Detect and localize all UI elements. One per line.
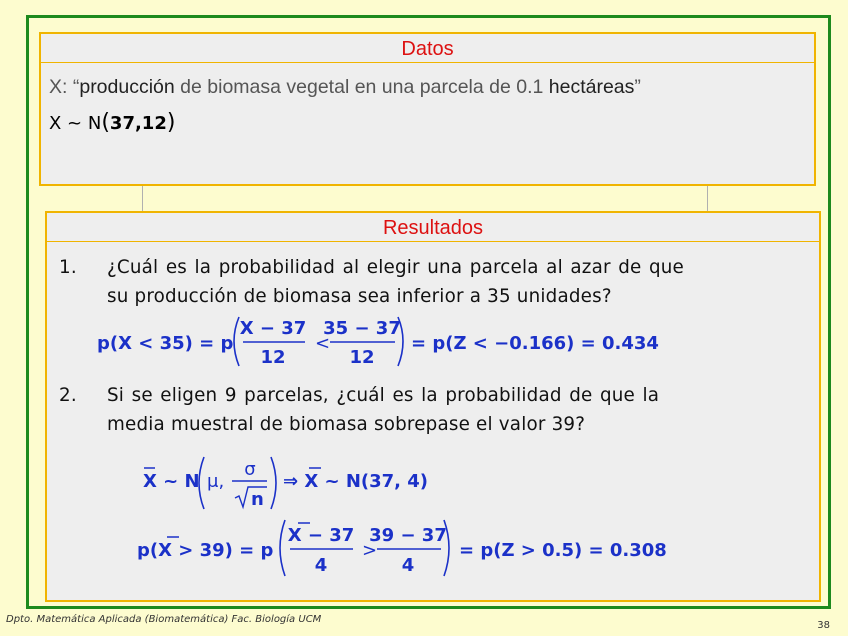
formula-2-lhs: X ~ N	[143, 471, 200, 492]
datos-mid-text: de biomasa vegetal en una parcela de 0.1	[174, 76, 549, 98]
formula-1-lhs: p(X < 35) = p	[97, 333, 234, 354]
question-1-number: 1.	[59, 257, 77, 278]
datos-box	[39, 32, 816, 186]
formula-3-num-2: 39 − 37	[369, 525, 447, 546]
datos-title: Datos	[41, 34, 814, 63]
formula-1-relation: <	[315, 333, 331, 354]
formula-1-num-2: 35 − 37	[323, 318, 401, 339]
resultados-title: Resultados	[47, 213, 819, 242]
question-1-line-2: su producción de biomasa sea inferior a 35 unidades?	[107, 286, 612, 307]
resultados-box	[45, 211, 821, 602]
question-2-line-2: media muestral de biomasa sobrepase el valor 39?	[107, 414, 586, 435]
datos-variable-definition	[49, 76, 641, 99]
formula-1-den-2: 12	[349, 347, 375, 368]
question-1-line-1: ¿Cuál es la probabilidad al elegir una parcela al azar de que	[107, 257, 684, 278]
footer-department: Dpto. Matemática Aplicada (Biomatemática) Fac. Biología UCM	[6, 614, 322, 625]
datos-dist-params: 37,12	[109, 113, 167, 134]
datos-paren-close: )	[166, 110, 176, 135]
connector-left	[142, 186, 143, 212]
formula-2-mu: μ,	[207, 471, 225, 492]
datos-x-label: X: “	[49, 76, 80, 98]
datos-word-hectareas: hectáreas	[548, 76, 635, 98]
formula-2-paren-open	[199, 457, 204, 509]
formula-2-paren-close	[271, 457, 276, 509]
formula-3-num-1: X − 37	[287, 525, 355, 546]
formula-2-sigma: σ	[244, 459, 256, 480]
formula-3-relation: >	[362, 540, 378, 561]
datos-word-produccion: producción	[79, 76, 175, 98]
datos-close-quote: ”	[634, 76, 641, 98]
formula-1-num-1: X − 37	[239, 318, 307, 339]
formula-1-den-1: 12	[260, 347, 286, 368]
formula-1	[97, 313, 717, 373]
connector-right	[707, 186, 708, 212]
formula-1-rhs: = p(Z < −0.166) = 0.434	[411, 333, 659, 354]
formula-2-rhs: ⇒ X ~ N(37, 4)	[283, 471, 429, 492]
datos-distribution	[49, 110, 175, 135]
question-2-line-1: Si se eligen 9 parcelas, ¿cuál es la probabilidad de que la	[107, 385, 660, 406]
formula-2-n: n	[251, 489, 264, 510]
question-2-number: 2.	[59, 385, 77, 406]
formula-3-lhs: p(X > 39) = p	[137, 540, 274, 561]
formula-3-den-1: 4	[314, 555, 328, 576]
formula-3-rhs: = p(Z > 0.5) = 0.308	[459, 540, 667, 561]
question-1	[59, 253, 817, 313]
formula-3-den-2: 4	[401, 555, 415, 576]
formula-3	[137, 516, 757, 580]
datos-paren-open: (	[101, 110, 110, 135]
page-number: 38	[817, 620, 830, 631]
datos-dist-prefix: X ~ N	[49, 113, 102, 134]
formula-3-paren-open	[280, 520, 285, 576]
formula-2	[143, 451, 463, 513]
formula-1-paren-open	[234, 317, 239, 366]
question-2	[59, 381, 817, 441]
